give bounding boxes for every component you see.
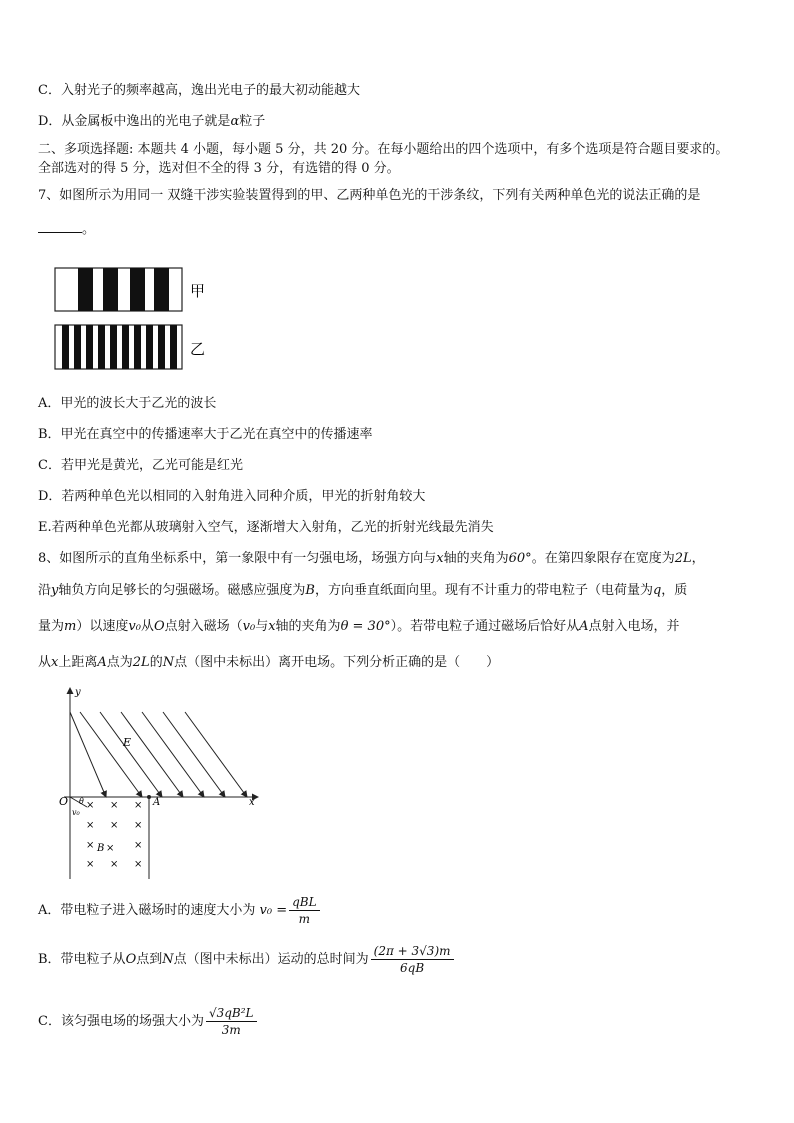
cross-mark: × [110,859,119,870]
label-y: y [75,687,81,698]
label-o: O [59,795,69,808]
yi-dark-fringe [158,325,165,369]
q8-stem-line2: 沿y轴负方向足够长的匀强磁场。磁感应强度为B，方向垂直纸面向里。现有不计重力的带电粒子（电荷量为q，质 [38,583,688,598]
q8-stem-line4: 从x上距离A点为2L的N点（图中未标出）离开电场。下列分析正确的是（ ） [38,655,500,670]
fraction-b: $\frac{(2\pi + 3√3)m}{6qB}$ [371,944,454,975]
fraction-a: $\frac{\text{qBL}}{m}$ [289,895,319,926]
q7-option-c: C．若甲光是黄光，乙光可能是红光 [38,458,243,473]
yi-dark-fringe [146,325,153,369]
q6-option-c: C．入射光子的频率越高，逸出光电子的最大初动能越大 [38,83,360,98]
section2-intro: 二、多项选择题: 本题共 4 小题，每小题 5 分，共 20 分。在每小题给出的四个选项中，有多个选项是符合题目要求的。 [38,142,729,157]
q7-interference-figure [50,264,220,374]
yi-dark-fringe [98,325,105,369]
label-b: B [97,843,105,854]
section2-scoring: 全部选对的得 5 分，选对但不全的得 3 分，有选错的得 0 分。 [38,161,400,176]
label-yi: 乙 [190,340,206,358]
point-a [147,795,151,799]
label-v0: v₀ [72,808,80,817]
q8-option-b: B．带电粒子从O点到N点（图中未标出）运动的总时间为 $\frac{(2\pi + 3√3)m}{6qB}$ [38,942,454,978]
cross-mark: × [86,800,95,811]
jia-dark-fringe [130,268,145,311]
label-jia: 甲 [190,282,206,300]
cross-mark: × [86,859,95,870]
yi-dark-fringe [86,325,93,369]
magnetic-field-crosses [86,800,142,870]
field-line [80,712,142,797]
label-theta: θ [79,797,84,806]
cross-mark: × [106,843,115,854]
cross-mark: × [110,800,119,811]
cross-mark: × [86,820,95,831]
jia-dark-fringe [154,268,169,311]
yi-dark-fringe [122,325,129,369]
label-x: x [249,797,255,808]
q8-stem-line1: 8、如图所示的直角坐标系中，第一象限中有一匀强电场，场强方向与x轴的夹角为60°。在第四象限存在宽度为2L， [38,551,705,566]
q7-option-d: D．若两种单色光以相同的入射角进入同种介质，甲光的折射角较大 [38,489,426,504]
label-e: E [123,736,132,749]
fraction-c: $\frac{\text{√3qB²L}}{3m}$ [206,1006,257,1037]
cross-mark: × [110,820,119,831]
q8-option-c: C．该匀强电场的场强大小为 $\frac{\text{√3qB²L}}{3m}$ [38,1004,257,1040]
yi-dark-fringe [74,325,81,369]
yi-dark-fringe [134,325,141,369]
electric-field-lines [70,712,247,797]
q7-answer-blank: 。 [38,222,95,238]
q8-field-figure [50,684,270,884]
q6-option-d: D．从金属板中逸出的光电子就是α粒子 [38,114,266,129]
cross-mark: × [134,859,143,870]
cross-mark: × [86,840,95,851]
q8-option-a: A．带电粒子进入磁场时的速度大小为 v₀ = $\frac{\text{qBL}}{m}$ [38,893,320,929]
field-line [70,712,106,797]
q8-stem-line3: 量为m）以速度v₀从O点射入磁场（v₀与x轴的夹角为θ = 30°）。若带电粒子通过磁场后恰好从A点射入电场，并 [38,619,680,634]
jia-dark-fringe [78,268,93,311]
yi-dark-fringe [62,325,69,369]
yi-dark-fringe [110,325,117,369]
q7-option-a: A．甲光的波长大于乙光的波长 [38,396,217,411]
yi-dark-fringe [170,325,177,369]
label-a: A [153,797,161,808]
blank-line [38,222,82,233]
q7-option-b: B．甲光在真空中的传播速率大于乙光在真空中的传播速率 [38,427,373,442]
field-line [121,712,183,797]
field-line [100,712,162,797]
jia-dark-fringe [103,268,118,311]
q7-option-e: E.若两种单色光都从玻璃射入空气，逐渐增大入射角，乙光的折射光线最先消失 [38,520,494,535]
cross-mark: × [134,800,143,811]
cross-mark: × [134,840,143,851]
cross-mark: × [134,820,143,831]
q7-stem: 7、如图所示为用同一 双缝干涉实验装置得到的甲、乙两种单色光的干涉条纹，下列有关两种单色光的说法正确的是 [38,188,701,203]
